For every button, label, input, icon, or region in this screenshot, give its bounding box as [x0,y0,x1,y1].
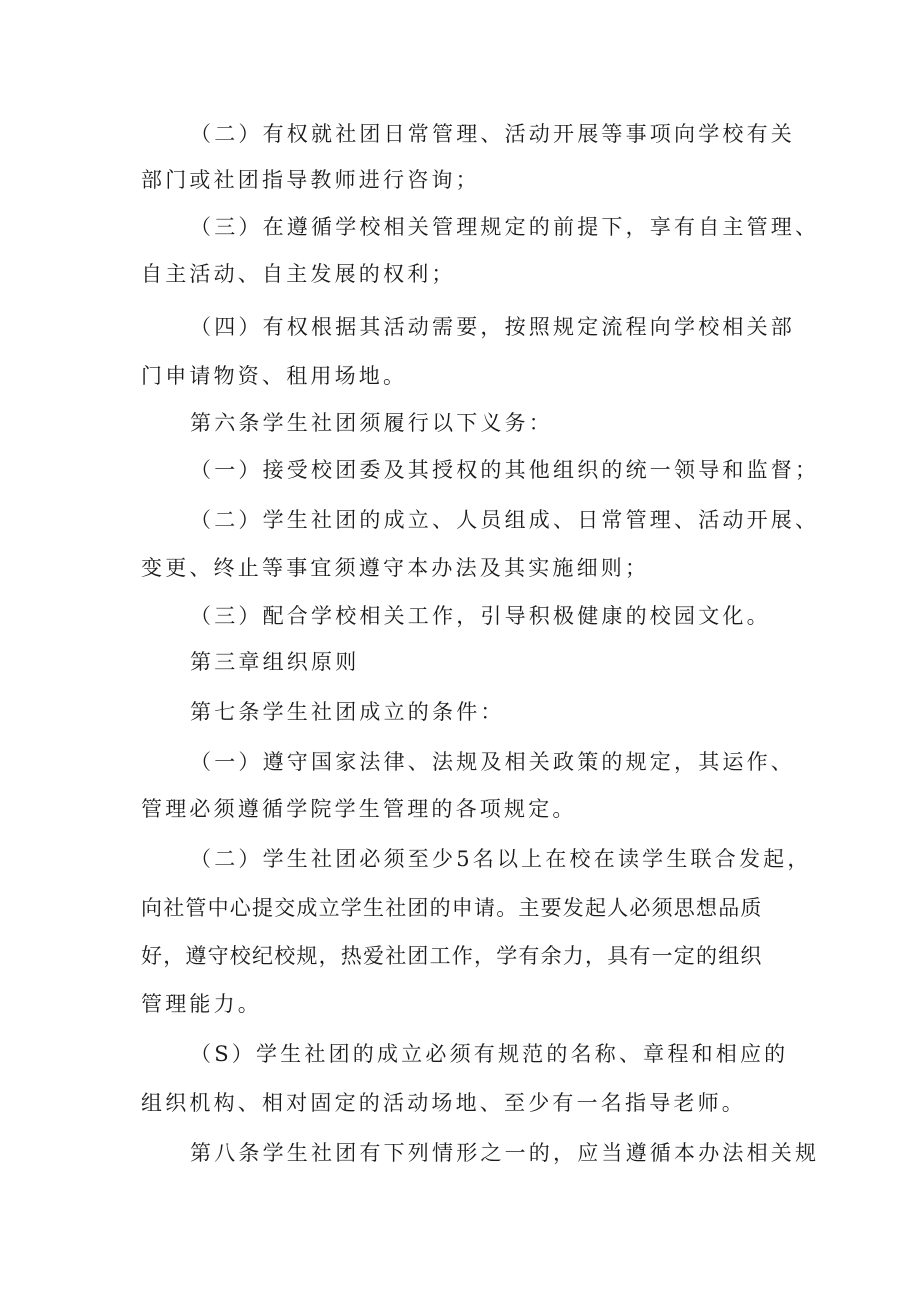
paragraph-line: 管理必须遵循学院学生管理的各项规定。 [141,797,577,821]
paragraph-line: （二）学生社团必须至少5名以上在校在读学生联合发起， [190,847,812,871]
article-heading: 第八条学生社团有下列情形之一的，应当遵循本办法相关规 [190,1141,820,1165]
paragraph-line: 向社管中心提交成立学生社团的申请。主要发起人必须思想品质 [141,896,763,920]
paragraph-line: （三）配合学校相关工作，引导积极健康的校园文化。 [190,604,771,628]
paragraph-line: 部门或社团指导教师进行咨询； [141,168,480,192]
paragraph-line: 组织机构、相对固定的活动场地、至少有一名指导老师。 [141,1091,746,1115]
paragraph-line: 管理能力。 [141,992,262,1016]
paragraph-line: （S）学生社团的成立必须有规范的名称、章程和相应的 [190,1042,789,1066]
paragraph-line: 变更、终止等事宜须遵守本办法及其实施细则； [141,556,650,580]
paragraph-line: （一）接受校团委及其授权的其他组织的统一领导和监督； [190,458,820,482]
paragraph-line: （二）有权就社团日常管理、活动开展等事项向学校有关 [190,122,795,146]
paragraph-line: 自主活动、自主发展的权利； [141,262,456,286]
chapter-heading: 第三章组织原则 [190,650,360,674]
paragraph-line: （四）有权根据其活动需要，按照规定流程向学校相关部 [190,315,795,339]
paragraph-line: （三）在遵循学校相关管理规定的前提下，享有自主管理、 [190,215,820,239]
article-heading: 第七条学生社团成立的条件： [190,700,505,724]
paragraph-line: （二）学生社团的成立、人员组成、日常管理、活动开展、 [190,508,820,532]
paragraph-line: 门申请物资、租用场地。 [141,364,408,388]
paragraph-line: （一）遵守国家法律、法规及相关政策的规定，其运作、 [190,750,795,774]
paragraph-line: 好，遵守校纪校规，热爱社团工作，学有余力，具有一定的组织 [141,944,763,968]
article-heading: 第六条学生社团须履行以下义务： [190,411,553,435]
